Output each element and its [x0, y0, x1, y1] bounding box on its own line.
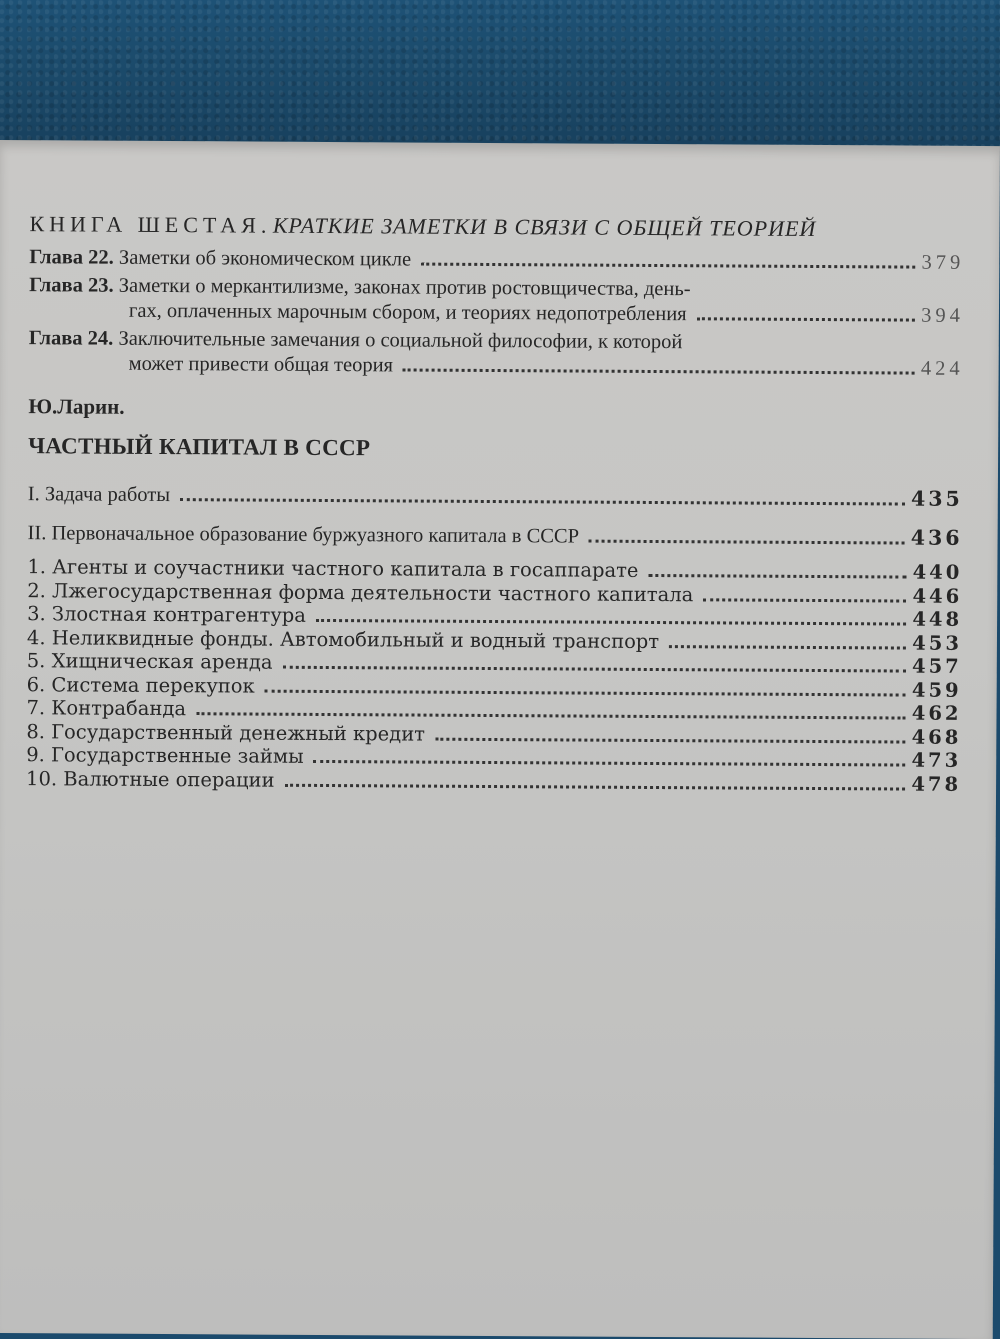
page-number: 473	[911, 748, 962, 772]
leader-dots	[285, 783, 906, 790]
table-of-contents	[26, 210, 965, 796]
page-number: 478	[911, 772, 962, 796]
leader-dots	[589, 540, 905, 545]
chapter-title-continued: может привести общая теория	[128, 352, 394, 377]
leader-dots	[421, 263, 915, 269]
chapter-number: Глава 22.	[29, 246, 114, 269]
chapter-title-continued: гах, оплаченных марочным сбором, и теориях недопотребления	[128, 299, 687, 326]
chapter-number: Глава 24.	[28, 327, 114, 350]
book-separator: .	[260, 212, 267, 238]
section-title: II. Первоначальное образование буржуазного капитала в СССР	[27, 522, 580, 548]
page-number: 446	[912, 584, 963, 608]
page-number: 462	[911, 701, 962, 725]
page-number: 448	[912, 607, 963, 631]
book-page	[0, 140, 1000, 1339]
page-number: 457	[912, 654, 962, 678]
leader-dots	[435, 737, 906, 743]
section-entry[interactable]	[28, 481, 963, 512]
leader-dots	[283, 666, 907, 673]
item-title: 9. Государственные займы	[26, 743, 304, 768]
item-title: 7. Контрабанда	[26, 696, 187, 721]
part-title: ЧАСТНЫЙ КАПИТАЛ В СССР	[28, 433, 371, 461]
chapter-entry[interactable]	[29, 245, 964, 275]
leader-dots	[403, 368, 915, 374]
list-item[interactable]	[26, 767, 961, 796]
leader-dots	[265, 689, 906, 696]
item-title: 3. Злостная контрагентура	[27, 602, 307, 627]
chapter-title: Заметки об экономическом цикле	[118, 246, 412, 271]
item-title: 8. Государственный денежный кредит	[26, 719, 426, 746]
item-title: 6. Система перекупок	[26, 672, 255, 698]
chapter-number: Глава 23.	[29, 274, 114, 297]
leader-dots	[648, 574, 906, 579]
item-title: 4. Неликвидные фонды. Автомобильный и водный транспорт	[26, 625, 660, 653]
leader-dots	[314, 760, 906, 767]
page-number: 435	[910, 486, 963, 511]
page-number: 436	[910, 525, 963, 550]
item-title: 1. Агенты и соучастники частного капитала в госаппарате	[27, 555, 639, 582]
chapter-entry[interactable]	[29, 326, 964, 381]
chapter-entry[interactable]	[29, 273, 964, 328]
item-title: 10. Валютные операции	[26, 766, 275, 792]
item-title: 5. Хищническая аренда	[26, 649, 273, 674]
section-title: I. Задача работы	[27, 483, 171, 507]
chapter-title: Заключительные замечания о социальной философии, к которой	[118, 327, 683, 354]
book-number: КНИГА ШЕСТАЯ	[29, 211, 261, 238]
item-list	[26, 555, 962, 796]
leader-dots	[703, 598, 906, 602]
page-number: 440	[912, 560, 963, 584]
fabric-background	[0, 0, 1000, 160]
leader-dots	[196, 712, 906, 719]
book-title: КРАТКИЕ ЗАМЕТКИ В СВЯЗИ С ОБЩЕЙ ТЕОРИЕЙ	[272, 212, 817, 241]
leader-dots	[697, 317, 916, 321]
leader-dots	[180, 498, 905, 505]
page-number: 453	[912, 631, 963, 655]
chapter-title: Заметки о меркантилизме, законах против ростовщичества, день-	[118, 274, 691, 301]
section-entry[interactable]	[28, 520, 963, 551]
leader-dots	[316, 619, 906, 626]
author-name: Ю.Ларин.	[28, 394, 125, 419]
page-number: 379	[921, 251, 965, 274]
page-number: 459	[911, 678, 962, 702]
page-number: 424	[920, 357, 964, 380]
item-title: 2. Лжегосударственная форма деятельности частного капитала	[27, 578, 694, 606]
leader-dots	[669, 645, 906, 649]
book-heading	[29, 210, 964, 243]
page-number: 468	[911, 725, 962, 749]
page-number: 394	[921, 304, 965, 327]
